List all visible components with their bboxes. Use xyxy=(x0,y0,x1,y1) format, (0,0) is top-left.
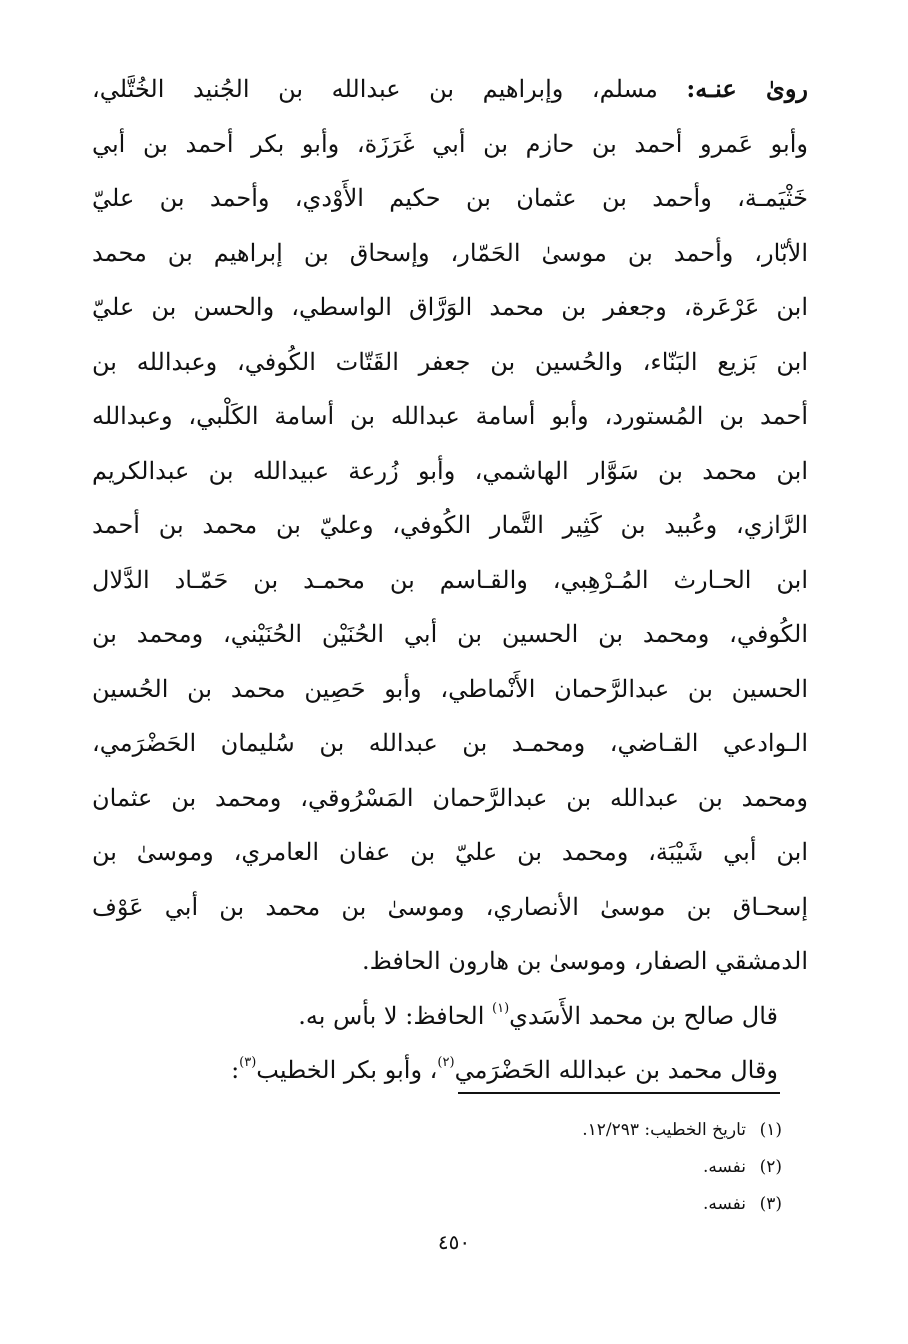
footnote-number: (٢) xyxy=(759,1157,782,1177)
footnote-text: نفسه. xyxy=(702,1194,746,1214)
paragraph-3-after: : xyxy=(231,1056,240,1084)
text-line-17: الدمشقي الصفار، وموسىٰ بن هارون الحافظ. xyxy=(361,947,808,975)
text-line-8: ابن محمد بن سَوَّار الهاشمي، وأبو زُرعة عبيدالله بن عبدالكريم xyxy=(92,456,808,485)
text-line-12: الحسين بن عبدالرَّحمان الأَنْماطي، وأبو حَصِين محمد بن الحُسين xyxy=(92,674,808,703)
paragraph-2 xyxy=(92,989,808,1044)
text-line-2: وأبو عَمرو أحمد بن حازم بن أبي غَرَزَة، وأبو بكر أحمد بن أبي xyxy=(92,129,808,158)
lead-label: روىٰ عنـه: xyxy=(686,74,808,103)
footnote-number: (٣) xyxy=(759,1194,782,1214)
page-number: ٤٥٠ xyxy=(437,1230,471,1254)
paragraph-2-before: قال صالح بن محمد الأَسَدي xyxy=(509,1001,778,1030)
text-line-3: خَثْيَمـة، وأحمد بن عثمان بن حكيم الأَوْدي، وأحمد بن عليّ xyxy=(92,184,808,212)
footnote-2 xyxy=(300,1149,782,1186)
main-text xyxy=(92,62,808,1098)
text-line-7: أحمد بن المُستورد، وأبو أسامة عبدالله بن أسامة الكَلْبي، وعبدالله xyxy=(92,402,808,430)
footnote-1 xyxy=(300,1112,782,1149)
paragraph-3-middle: ، وأبو بكر الخطيب xyxy=(256,1056,438,1084)
paragraph-3 xyxy=(92,1043,808,1098)
text-line-11: الكُوفي، ومحمد بن الحسين بن أبي الحُنَيْن الحُنَيْني، ومحمد بن xyxy=(92,620,808,648)
text-line-16: إسحـاق بن موسىٰ الأنصاري، وموسىٰ بن محمد بن أبي عَوْف xyxy=(92,892,808,921)
footnote-ref-3[interactable]: (٣) xyxy=(239,1055,257,1070)
text-line-13: الـوادعي القـاضي، ومحمـد بن عبدالله بن سُليمان الحَضْرَمي، xyxy=(92,729,808,757)
footnotes xyxy=(300,1112,782,1223)
footnote-text: تاريخ الخطيب: ١٢/٢٩٣. xyxy=(582,1120,746,1140)
text-line-14: ومحمد بن عبدالله بن عبدالرَّحمان المَسْرُوقي، ومحمد بن عثمان xyxy=(92,783,808,812)
text-line-5: ابن عَرْعَرة، وجعفر بن محمد الوَرَّاق الواسطي، والحسن بن عليّ xyxy=(92,293,808,321)
text-line-1 xyxy=(92,62,808,117)
footnote-divider xyxy=(458,1092,780,1094)
text-line-4: الأبّار، وأحمد بن موسىٰ الحَمّار، وإسحاق بن إبراهيم بن محمد xyxy=(92,238,808,267)
paragraph-3-before: وقال محمد بن عبدالله الحَضْرَمي xyxy=(454,1056,778,1084)
text-line-9: الرَّازي، وعُبيد بن كَثِير التَّمار الكُوفي، وعليّ بن محمد بن أحمد xyxy=(92,511,808,539)
text-line-1-content: مسلم، وإبراهيم بن عبدالله بن الجُنيد الخُتَّلي، xyxy=(92,75,687,103)
footnote-number: (١) xyxy=(759,1120,782,1140)
text-line-6: ابن بَزيع البَنّاء، والحُسين بن جعفر القَتّات الكُوفي، وعبدالله بن xyxy=(92,347,808,376)
paragraph-2-after: الحافظ: لا بأس به. xyxy=(298,1001,492,1030)
text-line-10: ابن الحـارث المُـرْهِبي، والقـاسم بن محمـد بن حَمّـاد الدَّلال xyxy=(92,565,808,594)
footnote-ref-1[interactable]: (١) xyxy=(492,1000,510,1016)
footnote-text: نفسه. xyxy=(702,1157,746,1177)
text-line-15: ابن أبي شَيْبَة، ومحمد بن عليّ بن عفان العامري، وموسىٰ بن xyxy=(92,838,808,866)
footnote-3 xyxy=(300,1186,782,1223)
footnote-ref-2[interactable]: (٢) xyxy=(437,1055,455,1070)
